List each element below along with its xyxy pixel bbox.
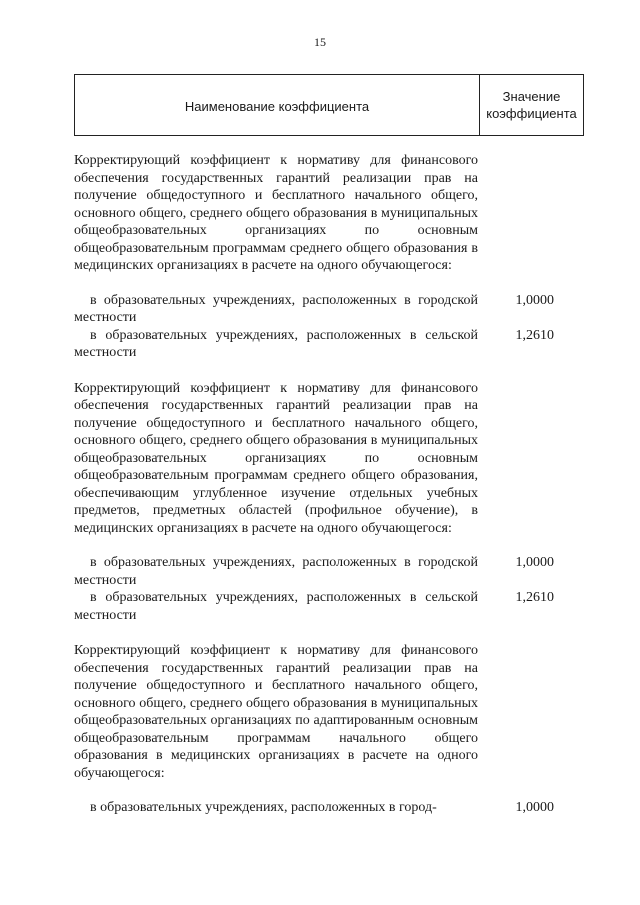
table-row: [74, 799, 584, 817]
coefficient-rows: [74, 799, 584, 817]
coefficient-description: Корректирующий коэффициент к нормативу для финансового обеспечения государственных гарантий реализации прав на получение общедоступного и бесплатного начального общего, основного общего, среднего общего образования в муниципальных общеобразовательных организациях по основным общеобразовательным программам среднего общего образования в медицинских организациях в расчете на одного обучающегося:: [74, 153, 478, 273]
coefficient-rows: [74, 554, 584, 624]
coefficients-list: [74, 152, 584, 817]
table-header: [74, 74, 584, 136]
coefficient-rows: [74, 292, 584, 362]
row-value: 1,2610: [515, 590, 554, 605]
page-number: 15: [314, 35, 326, 49]
column-header-name: Наименование коэффициента: [75, 75, 480, 135]
row-label: в образовательных учреждениях, расположенных в сельской местности: [74, 327, 478, 360]
row-label: в образовательных учреждениях, расположенных в сельской местности: [74, 590, 478, 623]
row-value: 1,0000: [515, 555, 554, 570]
row-value: 1,0000: [515, 292, 554, 308]
column-header-value: Значение коэффициента: [486, 89, 577, 121]
row-label: в образовательных учреждениях, расположенных в городской местности: [74, 555, 478, 588]
table-row: [74, 589, 584, 624]
table-row: [74, 554, 584, 589]
table-row: [74, 327, 584, 362]
coefficient-section: [74, 380, 584, 625]
row-label: в образовательных учреждениях, расположенных в городской местности: [74, 292, 478, 325]
coefficient-description: Корректирующий коэффициент к нормативу для финансового обеспечения государственных гарантий реализации прав на получение общедоступного и бесплатного начального общего, основного общего, среднего общего образования в муниципальных общеобразовательных организациях по основным общеобразовательным программам среднего общего образования, обеспечивающим углубленное изучение отдельных учебных предметов, предметных областей (профильное обучение), в медицинских организациях в расчете на одного обучающегося:: [74, 380, 478, 536]
coefficient-description: Корректирующий коэффициент к нормативу для финансового обеспечения государственных гарантий реализации прав на получение общедоступного и бесплатного начального общего, основного общего, среднего общего образования в муниципальных общеобразовательных организациях по адаптированным основным общеобразовательным программам начального общего образования в медицинских организациях в расчете на одного обучающегося:: [74, 643, 478, 781]
row-value: 1,2610: [515, 327, 554, 343]
table-row: [74, 292, 584, 327]
row-label: в образовательных учреждениях, расположенных в город-: [90, 800, 437, 815]
coefficient-section: [74, 642, 584, 817]
row-value: 1,0000: [515, 800, 554, 815]
coefficient-section: [74, 152, 584, 362]
